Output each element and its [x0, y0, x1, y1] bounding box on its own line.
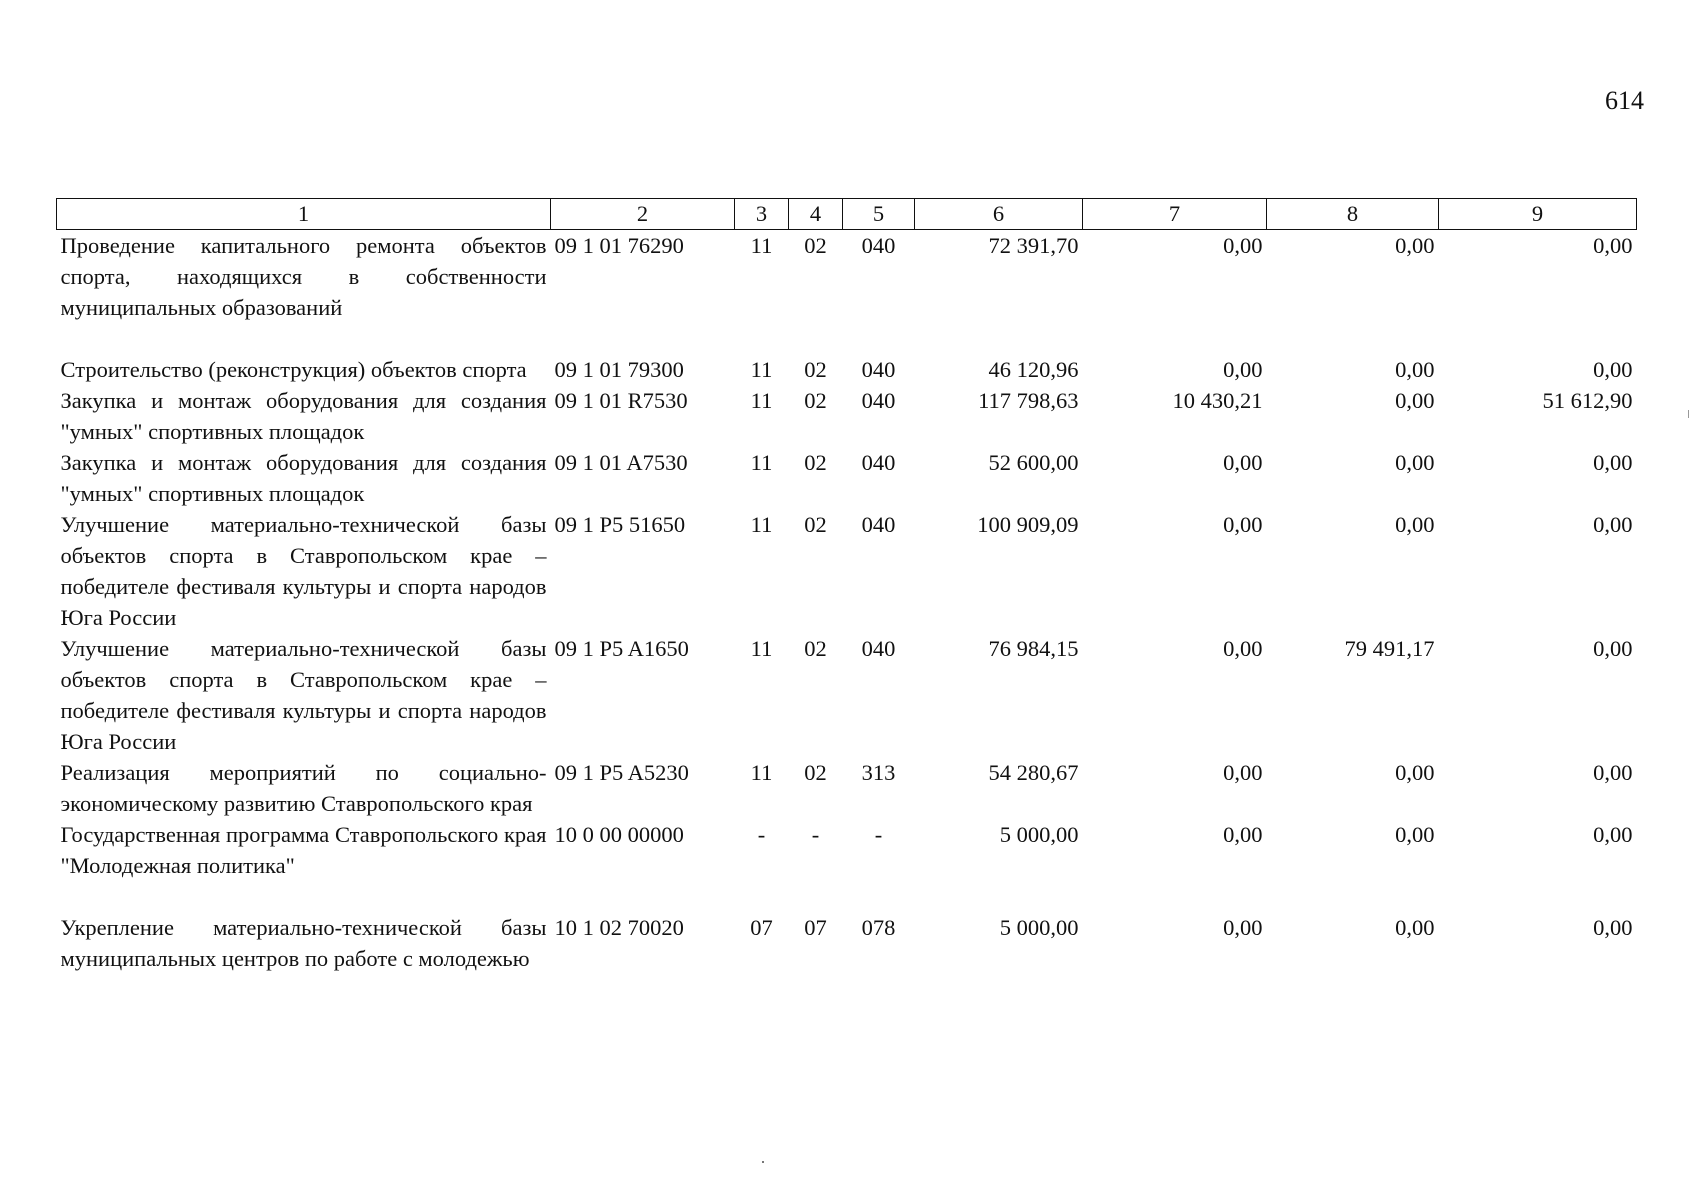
row-expense-type: 313: [861, 760, 896, 785]
row-value-7: 0,00: [1223, 233, 1263, 258]
row-value-8: 0,00: [1395, 822, 1435, 847]
table-row: [57, 447, 1637, 509]
row-subsection: 02: [804, 388, 827, 413]
row-value-9: 0,00: [1593, 760, 1633, 785]
column-header: 1: [57, 199, 551, 230]
table-row: [57, 385, 1637, 447]
row-subsection: 07: [804, 915, 827, 940]
row-value-8: 0,00: [1395, 450, 1435, 475]
row-subsection: 02: [804, 636, 827, 661]
row-value-6: 72 391,70: [988, 233, 1079, 258]
row-name: Государственная программа Ставропольского края "Молодежная политика": [60, 822, 547, 878]
row-expense-type: -: [874, 822, 883, 847]
row-value-8: 0,00: [1395, 388, 1435, 413]
row-code: 09 1 01 A7530: [554, 450, 688, 475]
row-code: 10 0 00 00000: [554, 822, 684, 847]
row-expense-type: 040: [861, 450, 896, 475]
row-value-6: 5 000,00: [999, 822, 1079, 847]
row-value-8: 0,00: [1395, 915, 1435, 940]
row-section: 11: [750, 760, 773, 785]
row-subsection: 02: [804, 233, 827, 258]
column-header: 4: [789, 199, 843, 230]
row-section: 11: [750, 512, 773, 537]
row-code: 09 1 P5 A1650: [554, 636, 689, 661]
header-row: [57, 199, 1637, 230]
row-expense-type: 040: [861, 636, 896, 661]
row-section: 11: [750, 636, 773, 661]
row-value-8: 0,00: [1395, 760, 1435, 785]
row-expense-type: 040: [861, 512, 896, 537]
row-value-6: 52 600,00: [988, 450, 1079, 475]
row-value-6: 5 000,00: [999, 915, 1079, 940]
row-value-6: 117 798,63: [978, 388, 1079, 413]
row-value-6: 46 120,96: [988, 357, 1079, 382]
row-value-9: 0,00: [1593, 233, 1633, 258]
row-name: Закупка и монтаж оборудования для создания "умных" спортивных площадок: [60, 450, 547, 506]
row-value-7: 0,00: [1223, 357, 1263, 382]
row-value-9: 0,00: [1593, 357, 1633, 382]
row-code: 09 1 01 R7530: [554, 388, 688, 413]
row-value-7: 0,00: [1223, 760, 1263, 785]
row-section: -: [757, 822, 766, 847]
column-header: 5: [843, 199, 915, 230]
row-expense-type: 040: [861, 357, 896, 382]
row-name: Укрепление материально-технической базы муниципальных центров по работе с молодежью: [60, 915, 547, 971]
column-header: 9: [1439, 199, 1637, 230]
row-value-9: 0,00: [1593, 512, 1633, 537]
row-subsection: 02: [804, 357, 827, 382]
scan-speck: [762, 1161, 764, 1163]
margin-mark: [1688, 410, 1689, 418]
row-section: 11: [750, 357, 773, 382]
row-code: 09 1 01 76290: [554, 233, 684, 258]
row-code: 10 1 02 70020: [554, 915, 684, 940]
row-expense-type: 040: [861, 388, 896, 413]
table-row: [57, 509, 1637, 633]
table-row: [57, 354, 1637, 385]
column-header: 6: [915, 199, 1083, 230]
column-header: 3: [735, 199, 789, 230]
row-subsection: -: [811, 822, 820, 847]
table-row: [57, 633, 1637, 757]
column-header: 2: [551, 199, 735, 230]
page-number: 614: [1605, 86, 1644, 115]
row-value-7: 0,00: [1223, 915, 1263, 940]
row-value-6: 100 909,09: [977, 512, 1079, 537]
row-value-7: 0,00: [1223, 512, 1263, 537]
row-value-8: 0,00: [1395, 233, 1435, 258]
row-value-9: 51 612,90: [1542, 388, 1633, 413]
column-header: 8: [1267, 199, 1439, 230]
row-value-8: 0,00: [1395, 357, 1435, 382]
row-value-7: 0,00: [1223, 636, 1263, 661]
row-name: Улучшение материально-технической базы объектов спорта в Ставропольском крае – победителе фестиваля культуры и спорта народов Юга России: [60, 512, 547, 630]
table-row: [57, 757, 1637, 819]
row-code: 09 1 01 79300: [554, 357, 684, 382]
row-name: Улучшение материально-технической базы объектов спорта в Ставропольском крае – победителе фестиваля культуры и спорта народов Юга России: [60, 636, 547, 754]
row-subsection: 02: [804, 450, 827, 475]
row-expense-type: 078: [861, 915, 896, 940]
row-name: Закупка и монтаж оборудования для создания "умных" спортивных площадок: [60, 388, 547, 444]
row-value-7: 0,00: [1223, 450, 1263, 475]
row-value-7: 0,00: [1223, 822, 1263, 847]
row-subsection: 02: [804, 760, 827, 785]
row-value-7: 10 430,21: [1172, 388, 1263, 413]
table-row: [57, 230, 1637, 355]
row-name: Реализация мероприятий по социально-экономическому развитию Ставропольского края: [60, 760, 547, 816]
row-value-6: 54 280,67: [988, 760, 1079, 785]
row-code: 09 1 P5 51650: [554, 512, 686, 537]
row-section: 11: [750, 450, 773, 475]
row-expense-type: 040: [861, 233, 896, 258]
column-header: 7: [1083, 199, 1267, 230]
budget-table: [56, 198, 1637, 974]
row-value-9: 0,00: [1593, 636, 1633, 661]
row-value-9: 0,00: [1593, 822, 1633, 847]
row-section: 11: [750, 233, 773, 258]
table-row: [57, 912, 1637, 974]
row-name: Проведение капитального ремонта объектов спорта, находящихся в собственности муниципальных образований: [60, 233, 547, 320]
row-subsection: 02: [804, 512, 827, 537]
row-value-9: 0,00: [1593, 915, 1633, 940]
row-code: 09 1 P5 A5230: [554, 760, 689, 785]
table-row: [57, 819, 1637, 912]
row-value-9: 0,00: [1593, 450, 1633, 475]
row-value-8: 79 491,17: [1344, 636, 1435, 661]
row-section: 07: [750, 915, 773, 940]
row-name: Строительство (реконструкция) объектов спорта: [60, 357, 527, 382]
row-value-6: 76 984,15: [988, 636, 1079, 661]
row-section: 11: [750, 388, 773, 413]
row-value-8: 0,00: [1395, 512, 1435, 537]
